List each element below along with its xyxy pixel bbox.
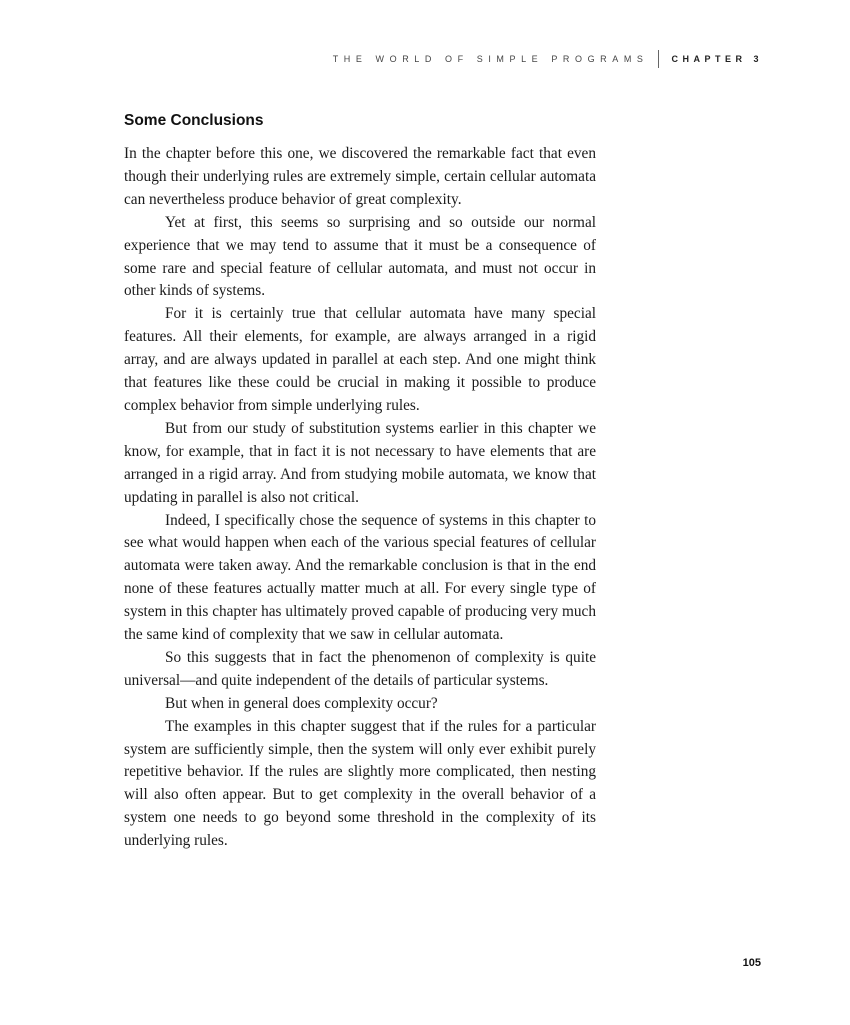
chapter-label: CHAPTER 3 xyxy=(671,54,763,64)
book-title: THE WORLD OF SIMPLE PROGRAMS xyxy=(332,54,649,64)
page-number: 105 xyxy=(742,957,761,969)
section-title: Some Conclusions xyxy=(124,112,264,129)
paragraph-8: The examples in this chapter suggest that if the rules for a particular system are sufficiently simple, then the system will only ever exhibit purely repetitive behavior. If the rules are slightly more complicated, then nesting will also often appear. But to get complexity in the overall behavior of a system one needs to go beyond some threshold in the complexity of its underlying rules. xyxy=(124,717,596,850)
running-head xyxy=(333,50,763,68)
paragraph-2: Yet at first, this seems so surprising and so outside our normal experience that we may tend to assume that it must be a consequence of some rare and special feature of cellular automata, and must not occur in other kinds of systems. xyxy=(124,213,596,300)
paragraph-1: In the chapter before this one, we discovered the remarkable fact that even though their underlying rules are extremely simple, certain cellular automata can nevertheless produce behavior of great complexity. xyxy=(124,145,596,208)
paragraph-7: But when in general does complexity occur? xyxy=(165,694,438,712)
header-divider xyxy=(658,50,659,68)
paragraph-3: For it is certainly true that cellular automata have many special features. All their elements, for example, are always arranged in a rigid array, and are always updated in parallel at each step. And one might think that features like these could be crucial in making it possible to produce complex behavior from simple underlying rules. xyxy=(124,305,596,414)
paragraph-6: So this suggests that in fact the phenomenon of complexity is quite universal—and quite independent of the details of particular systems. xyxy=(124,648,596,689)
body-text xyxy=(124,143,596,853)
paragraph-4: But from our study of substitution systems earlier in this chapter we know, for example, that in fact it is not necessary to have elements that are arranged in a rigid array. And from studying mobile automata, we know that updating in parallel is also not critical. xyxy=(124,419,596,506)
paragraph-5: Indeed, I specifically chose the sequence of systems in this chapter to see what would happen when each of the various special features of cellular automata were taken away. And the remarkable conclusion is that in the end none of these features actually matter much at all. For every single type of system in this chapter has ultimately proved capable of producing very much the same kind of complexity that we saw in cellular automata. xyxy=(124,511,596,644)
